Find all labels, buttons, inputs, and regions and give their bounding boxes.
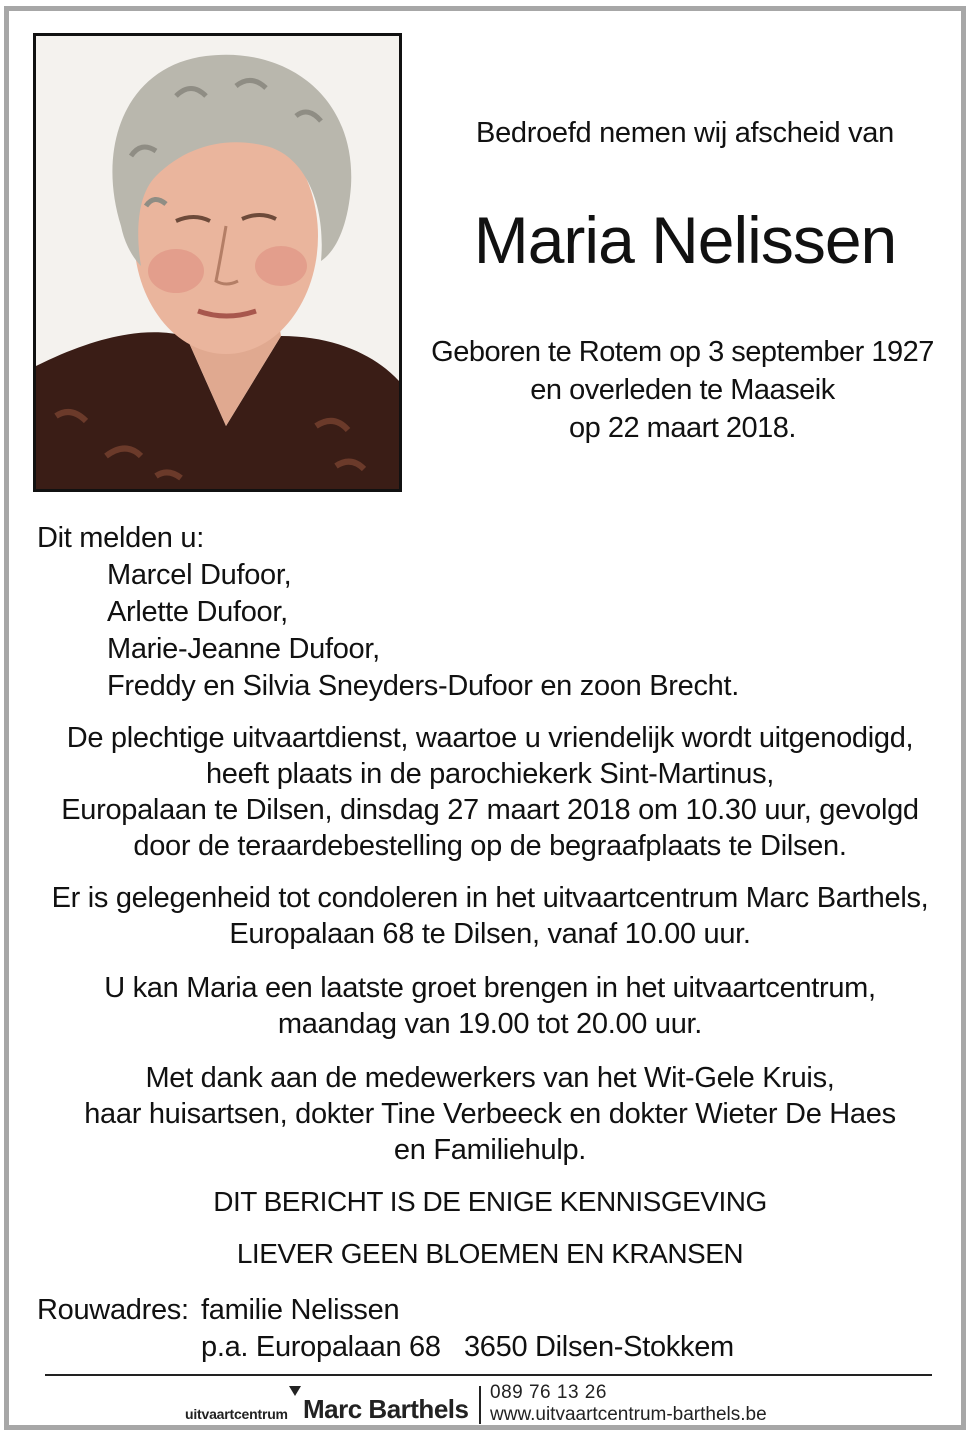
- address-line-2: p.a. Europalaan 68 3650 Dilsen-Stokkem: [201, 1331, 734, 1363]
- announce-label: Dit melden u:: [37, 522, 204, 554]
- death-place-line: en overleden te Maaseik: [530, 374, 835, 406]
- intro-text: Bedroefd nemen wij afscheid van: [476, 117, 894, 149]
- service-line: Europalaan te Dilsen, dinsdag 27 maart 2018 om 10.30 uur, gevolgd: [61, 794, 919, 826]
- mourning-address: [37, 1292, 734, 1366]
- service-line: De plechtige uitvaartdienst, waartoe u vriendelijk wordt uitgenodigd,: [66, 722, 914, 754]
- thanks-line: haar huisartsen, dokter Tine Verbeeck en dokter Wieter De Haes: [84, 1098, 896, 1130]
- family-member: Arlette Dufoor,: [107, 596, 288, 628]
- family-member: Marcel Dufoor,: [107, 559, 292, 591]
- service-line: door de teraardebestelling op de begraafplaats te Dilsen.: [133, 830, 847, 862]
- farewell-line: U kan Maria een laatste groet brengen in het uitvaartcentrum,: [104, 972, 876, 1004]
- thanks-line: en Familiehulp.: [393, 1134, 587, 1166]
- no-flowers-text: LIEVER GEEN BLOEMEN EN KRANSEN: [236, 1238, 744, 1269]
- footer-divider: [45, 1374, 932, 1376]
- condolence-line: Er is gelegenheid tot condoleren in het uitvaartcentrum Marc Barthels,: [51, 882, 929, 914]
- condolence-line: Europalaan 68 te Dilsen, vanaf 10.00 uur.: [229, 918, 751, 950]
- address-label: Rouwadres:: [37, 1294, 189, 1326]
- family-member: Marie-Jeanne Dufoor,: [107, 633, 380, 665]
- thanks-line: Met dank aan de medewerkers van het Wit-Gele Kruis,: [145, 1062, 835, 1094]
- logo-separator: [479, 1386, 481, 1424]
- birth-death-info: [410, 333, 955, 447]
- website-link[interactable]: www.uitvaartcentrum-barthels.be: [490, 1404, 767, 1425]
- farewell-line: maandag van 19.00 tot 20.00 uur.: [277, 1008, 703, 1040]
- address-line-1: familie Nelissen: [201, 1294, 400, 1326]
- funeral-home-logo: [185, 1382, 785, 1427]
- thanks-paragraph: [20, 1060, 960, 1168]
- notice-text: DIT BERICHT IS DE ENIGE KENNISGEVING: [213, 1186, 767, 1217]
- condolence-paragraph: [20, 880, 960, 952]
- triangle-icon: [289, 1386, 301, 1396]
- service-paragraph: [20, 720, 960, 864]
- death-date-line: op 22 maart 2018.: [569, 412, 796, 444]
- phone-number: 089 76 13 26: [490, 1382, 607, 1403]
- logo-brand-text: Marc Barthels: [303, 1394, 469, 1424]
- deceased-name: Maria Nelissen: [473, 203, 897, 277]
- logo-small-text: uitvaartcentrum: [185, 1406, 288, 1422]
- family-member: Freddy en Silvia Sneyders-Dufoor en zoon Brecht.: [107, 670, 739, 702]
- family-announcement: [37, 520, 739, 705]
- service-line: heeft plaats in de parochiekerk Sint-Martinus,: [205, 758, 775, 790]
- birth-line: Geboren te Rotem op 3 september 1927: [431, 336, 934, 368]
- farewell-paragraph: [20, 970, 960, 1042]
- portrait-photo: [33, 33, 402, 492]
